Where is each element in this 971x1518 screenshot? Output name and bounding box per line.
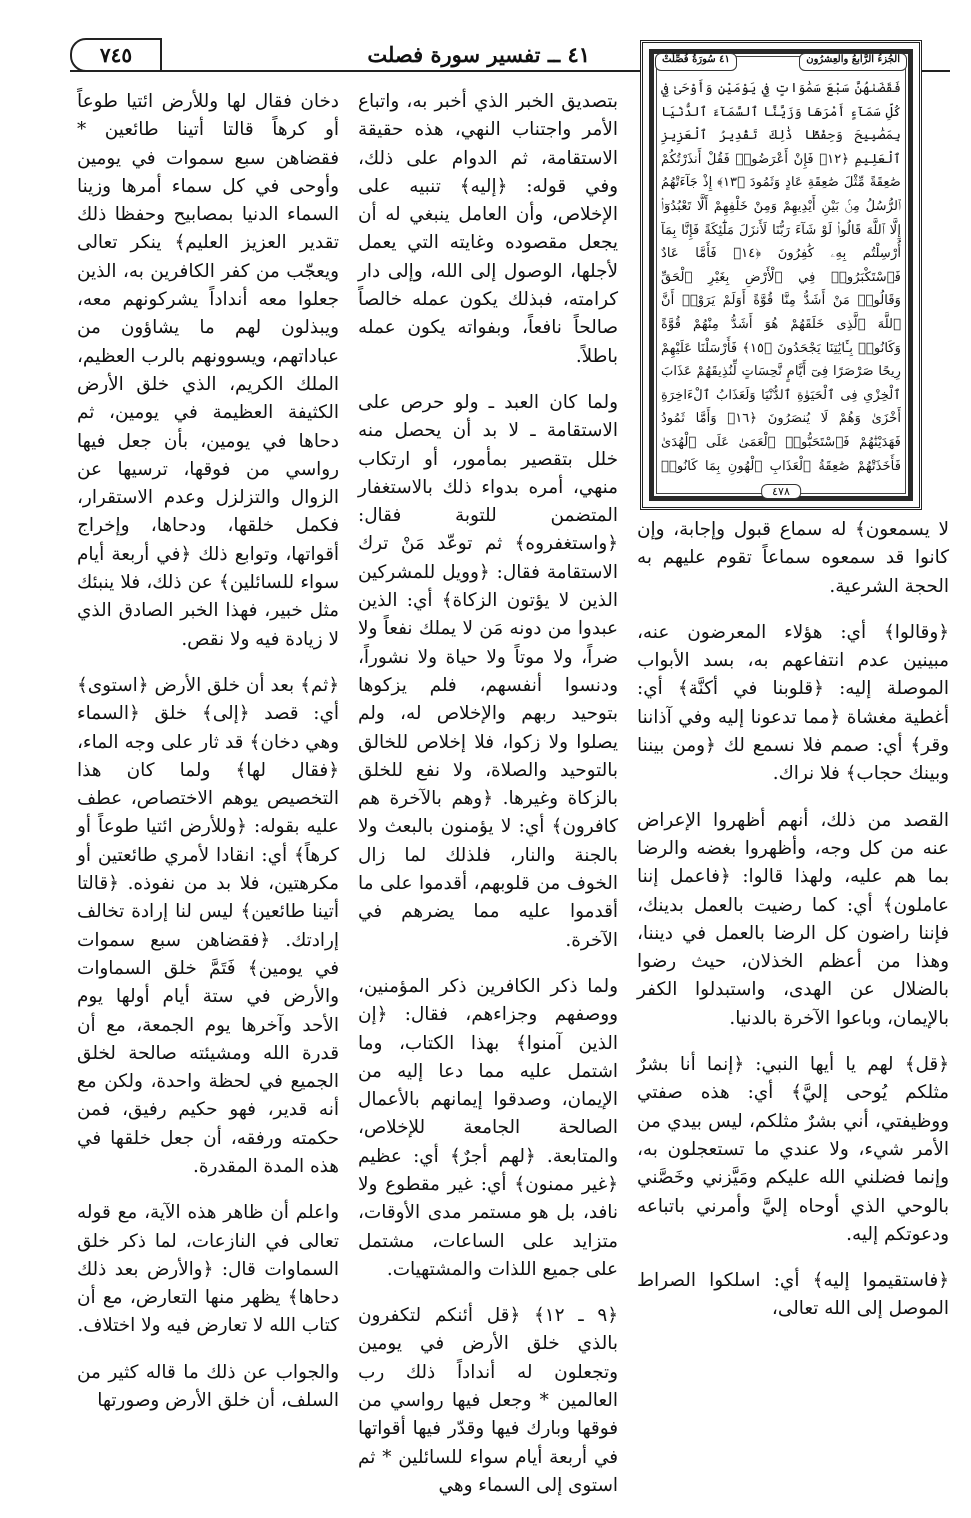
paragraph: ولما كان العبد ـ ولو حرص على الاستقامة ـ لا بد أن يحصل منه خلل بتقصير بمأمور، أو ارتكاب منهي، أمره بدواء ذلك بالاستغفار المتضمن للتوبة فقال: ﴿واستغفروه﴾ ثم توعّد مَنْ ترك الاستقامة فقال: ﴿وويل للمشركين الذين لا يؤتون الزكاة﴾ أي: الذين عبدوا من دونه مَن لا يملك نفعاً ولا ضراً، ولا موتاً ولا حياة ولا نشوراً، ودنسوا أنفسهم، فلم يزكوها بتوحيد ربهم والإخلاص له، ولم يصلوا ولا زكوا، فلا إخلاص للخالق بالتوحيد والصلاة، ولا نفع للخلق بالزكاة وغيرها. ﴿وهم بالآخرة هم كافرون﴾ أي: لا يؤمنون بالبعث ولا بالجنة والنار، فلذلك لما زال الخوف من قلوبهم، أقدموا على ما أقدموا عليه مما يضرهم في الآخرة. <box>358 391 618 951</box>
mushaf-surah-label: ٤١ سُورَةُ فُصِّلَتْ <box>655 53 737 71</box>
mushaf-header <box>655 53 907 71</box>
paragraph: واعلم أن ظاهر هذه الآية، مع قوله تعالى في النازعات، لما ذكر خلق السماوات قال: ﴿والأرض بعد ذلك دحاها﴾ يظهر منها التعارض، مع أن كتاب الله لا تعارض فيه ولا اختلاف. <box>77 1202 339 1337</box>
mushaf-juz-label: الجُزءُ الرَّابعُ والعِشرُون <box>799 53 907 71</box>
text-column-left <box>77 88 339 1433</box>
text-column-right <box>637 516 949 1342</box>
mushaf-page-number: ٤٧٨ <box>761 484 801 499</box>
page-number: ٧٤٥ <box>70 38 162 72</box>
paragraph: ﴿قل﴾ لهم يا أيها النبي: ﴿إنما أنا بشرٌ مثلكم يُوحى إليَّ﴾ أي: هذه صفتي ووظيفتي، أني بشرٌ مثلكم، ليس بيدي من الأمر شيء، ولا عندي ما تستعجلون به، وإنما فضلني الله عليكم ومَيَّزني وخَصَّني بالوحي الذي أوحاه إليَّ وأمرني باتباعه ودعوتكم إليه. <box>637 1054 949 1245</box>
text-column-middle <box>358 88 618 1518</box>
running-title: ٤١ ــ تفسير سورة فصلت <box>367 42 590 67</box>
paragraph: والجواب عن ذلك ما قاله كثير من السلف، أن خلق الأرض وصورتها <box>77 1361 339 1412</box>
paragraph: القصد من ذلك، أنهم أظهروا الإعراض عنه من كل وجه، وأظهروا بغضه والرضا بما هم عليه، ولهذا قالوا: ﴿فاعمل إننا عاملون﴾ أي: كما رضيت بالعمل بدينك، فإننا راضون كل الرضا بالعمل في ديننا، وهذا من أعظم الخذلان، حيث رضوا بالضلال عن الهدى، واستبدلوا الكفر بالإيمان، وباعوا الآخرة بالدنيا. <box>637 809 949 1029</box>
paragraph: دخان فقال لها وللأرض ائتيا طوعاً أو كرهاً قالتا أتينا طائعين * فقضاهن سبع سموات في يومين وأوحى في كل سماء أمرها وزينا السماء الدنيا بمصابيح وحفظا ذلك تقدير العزيز العليم﴾ ينكر تعالى ويعجّب من كفر الكافرين به، الذين جعلوا معه أنداداً يشركونهم معه، ويبذلون لهم ما يشاؤون من عباداتهم، ويسوونهم بالرب العظيم، الملك الكريم، الذي خلق الأرض الكثيفة العظيمة في يومين، ثم دحاها في يومين، بأن جعل فيها رواسي من فوقها، ترسيها عن الزوال والتزلزل وعدم الاستقرار، فكمل خلقها، ودحاها، وإخراج أقواتها، وتوابع ذلك ﴿في أربعة أيام سواء للسائلين﴾ عن ذلك، فلا ينبئك مثل خبير، فهذا الخبر الصادق الذي لا زيادة فيه ولا نقص. <box>77 91 339 650</box>
paragraph: ﴿ثم﴾ بعد أن خلق الأرض ﴿استوى﴾ أي: قصد ﴿إلى﴾ خلق ﴿السماء وهي دخان﴾ قد ثار على وجه الماء، ﴿فقال لها﴾ ولما كان هذا التخصيص يوهم الاختصاص، عطف عليه بقوله: ﴿وللأرض ائتيا طوعاً أو كرهاً﴾ أي: انقادا لأمري طائعتين أو مكرهتين، فلا بد من نفوذه. ﴿قالتا أتينا طائعين﴾ ليس لنا إرادة تخالف إرادتك. ﴿فقضاهن سبع سموات في يومين﴾ فَتَمَّ خلق السماوات والأرض في ستة أيام أولها يوم الأحد وآخرها يوم الجمعة، مع أن قدرة الله ومشيئته صالحة لخلق الجميع في لحظة واحدة، ولكن مع أنه قدير، فهو حكيم رفيق، فمن حكمته ورفقه، أن جعل خلقها في هذه المدة المقدرة. <box>77 674 339 1177</box>
quran-verses: فَقَضَىٰهُنَّ سَبْعَ سَمَٰوَاتٍ فِي يَوْمَيْنِ وَأَوْحَىٰ فِي كُلِّ سَمَآءٍ أَمْرَهَا وَزَيَّنَّا ٱلسَّمَآءَ ٱلدُّنْيَا بِمَصَٰبِيحَ وَحِفْظًا ذَٰلِكَ تَقْدِيرُ ٱلْعَزِيزِ ٱلْعَلِيمِ ﴿١٢﴾ فَإِنْ أَعْرَضُوا۟ فَقُلْ أَنذَرْتُكُمْ صَٰعِقَةً مِّثْلَ صَٰعِقَةِ عَادٍ وَثَمُودَ ﴿١٣﴾ إِذْ جَآءَتْهُمُ ٱلرُّسُلُ مِنۢ بَيْنِ أَيْدِيهِمْ وَمِنْ خَلْفِهِمْ أَلَّا تَعْبُدُوٓا۟ إِلَّا ٱللَّهَ قَالُوا۟ لَوْ شَآءَ رَبُّنَا لَأَنزَلَ مَلَٰٓئِكَةً فَإِنَّا بِمَآ أُرْسِلْتُم بِهِۦ كَٰفِرُونَ ﴿١٤﴾ فَأَمَّا عَادٌ فَٱسْتَكْبَرُوا۟ فِي ٱلْأَرْضِ بِغَيْرِ ٱلْحَقِّ وَقَالُوا۟ مَنْ أَشَدُّ مِنَّا قُوَّةً أَوَلَمْ يَرَوْا۟ أَنَّ ٱللَّهَ ٱلَّذِى خَلَقَهُمْ هُوَ أَشَدُّ مِنْهُمْ قُوَّةً وَكَانُوا۟ بِـَٔايَٰتِنَا يَجْحَدُونَ ﴿١٥﴾ فَأَرْسَلْنَا عَلَيْهِمْ رِيحًا صَرْصَرًا فِىٓ أَيَّامٍ نَّحِسَاتٍ لِّنُذِيقَهُمْ عَذَابَ ٱلْخِزْىِ فِى ٱلْحَيَوٰةِ ٱلدُّنْيَا وَلَعَذَابُ ٱلْءَاخِرَةِ أَخْزَىٰ وَهُمْ لَا يُنصَرُونَ ﴿١٦﴾ وَأَمَّا ثَمُودُ فَهَدَيْنَٰهُمْ فَٱسْتَحَبُّوا۟ ٱلْعَمَىٰ عَلَى ٱلْهُدَىٰ فَأَخَذَتْهُمْ صَٰعِقَةُ ٱلْعَذَابِ ٱلْهُونِ بِمَا كَانُوا۟ <box>661 81 901 474</box>
paragraph: ﴿وقالوا﴾ أي: هؤلاء المعرضون عنه، مبينين عدم انتفاعهم به، بسد الأبواب الموصلة إليه: ﴿قلوبنا في أكنَّة﴾ أي: أغطية مغشاة ﴿مما تدعونا إليه وفي آذاننا وقر﴾ أي: صمم فلا نسمع لك ﴿ومن بيننا وبينك حجاب﴾ فلا نراك. <box>637 621 949 785</box>
paragraph: لا يسمعون﴾ له سماع قبول وإجابة، وإن كانوا قد سمعوه سماعاً تقوم عليهم به الحجة الشرعية. <box>637 519 949 597</box>
paragraph: ولما ذكر الكافرين ذكر المؤمنين، ووصفهم وجزاءهم، فقال: ﴿إن الذين آمنوا﴾ بهذا الكتاب، وما اشتمل عليه مما دعا إليه من الإيمان، وصدقوا إيمانهم بالأعمال الصالحة الجامعة للإخلاص، والمتابعة. ﴿لهم أجرٌ﴾ أي: عظيم ﴿غير ممنون﴾ أي: غير مقطوع ولا نافد، بل هو مستمر مدى الأوقات، متزايد على الساعات، مشتمل على جميع اللذات والمشتهيات. <box>358 975 618 1280</box>
mushaf-frame <box>640 40 922 510</box>
paragraph: ﴿فاستقيموا إليه﴾ أي: اسلكوا الصراط الموصل إلى الله تعالى، <box>637 1270 949 1320</box>
paragraph: بتصديق الخبر الذي أخبر به، واتباع الأمر واجتناب النهي، هذه حقيقة الاستقامة، ثم الدوام على ذلك، وفي قوله: ﴿إليه﴾ تنبيه على الإخلاص، وأن العامل ينبغي له أن يجعل مقصوده وغايته التي يعمل لأجلها، الوصول إلى الله، وإلى دار كرامته، فبذلك يكون عمله خالصاً صالحاً نافعاً، وبفواته يكون عمله باطلاً. <box>358 91 618 367</box>
paragraph: ﴿٩ ـ ١٢﴾ ﴿قل أئنكم لتكفرون بالذي خلق الأرض في يومين وتجعلون له أنداداً ذلك رب العالمين * وجعل فيها رواسي من فوقها وبارك فيها وقدّر فيها أقواتها في أربعة أيام سواء للسائلين * ثم استوى إلى السماء وهي <box>358 1305 618 1496</box>
